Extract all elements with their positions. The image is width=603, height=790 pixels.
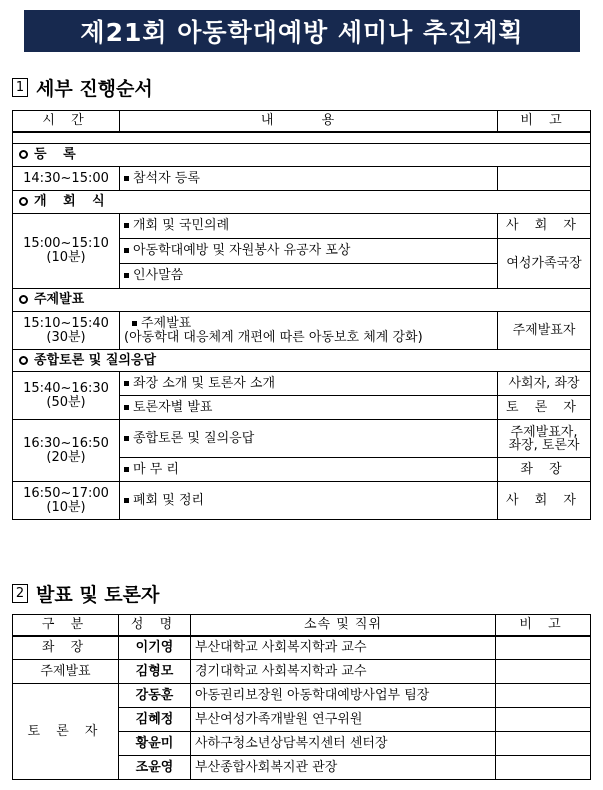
block-opening: 개 회 식 <box>13 191 591 214</box>
note-cell: 토 론 자 <box>498 396 591 420</box>
square-bullet-icon <box>124 405 129 410</box>
content-cell: 종합토론 및 질의응답 <box>120 420 498 458</box>
role-cell: 주제발표 <box>13 660 119 684</box>
header-name: 성 명 <box>119 615 191 636</box>
note-cell <box>496 660 591 684</box>
spacer-row <box>13 132 591 144</box>
content-cell: 마 무 리 <box>120 458 498 482</box>
note-cell: 사회자, 좌장 <box>498 372 591 396</box>
content-cell: 주제발표 (아동학대 대응체계 개편에 따른 아동보호 체계 강화) <box>120 312 498 350</box>
square-bullet-icon <box>132 321 137 326</box>
org-cell: 부산종합사회복지관 관장 <box>191 756 496 780</box>
square-bullet-icon <box>124 273 129 278</box>
person-name: 이기영 <box>119 636 191 660</box>
schedule-row <box>13 214 591 239</box>
note-cell <box>496 684 591 708</box>
panel-row <box>13 636 591 660</box>
square-bullet-icon <box>124 176 129 181</box>
panel-header-row <box>13 615 591 636</box>
schedule-table <box>12 110 591 520</box>
content-cell: 좌장 소개 및 토론자 소개 <box>120 372 498 396</box>
note-cell: 여성가족국장 <box>498 239 591 289</box>
note-cell: 사 회 자 <box>498 214 591 239</box>
square-bullet-icon <box>124 436 129 441</box>
person-name: 김형모 <box>119 660 191 684</box>
section1-heading <box>12 74 153 101</box>
header-content: 내 용 <box>120 111 498 132</box>
content-cell: 토론자별 발표 <box>120 396 498 420</box>
section2-title: 발표 및 토론자 <box>36 584 160 606</box>
note-cell: 주제발표자, 좌장, 토론자 <box>498 420 591 458</box>
page-title: 제21회 아동학대예방 세미나 추진계획 <box>24 10 580 52</box>
person-name: 조윤영 <box>119 756 191 780</box>
note-cell <box>496 756 591 780</box>
content-cell: 아동학대예방 및 자원봉사 유공자 포상 <box>120 239 498 264</box>
person-name: 강동훈 <box>119 684 191 708</box>
circle-bullet-icon <box>19 356 28 365</box>
header-time: 시 간 <box>13 111 120 132</box>
section2-number: 2 <box>12 584 28 603</box>
panel-table <box>12 614 591 780</box>
schedule-row <box>13 372 591 396</box>
time-cell: 16:50~17:00 (10분) <box>13 482 120 520</box>
note-cell <box>496 636 591 660</box>
schedule-row <box>13 312 591 350</box>
section2-heading <box>12 580 159 607</box>
panel-row <box>13 660 591 684</box>
header-note: 비 고 <box>498 111 591 132</box>
square-bullet-icon <box>124 467 129 472</box>
content-cell: 참석자 등록 <box>120 167 498 191</box>
content-cell: 개회 및 국민의례 <box>120 214 498 239</box>
header-note: 비 고 <box>496 615 591 636</box>
circle-bullet-icon <box>19 295 28 304</box>
square-bullet-icon <box>124 498 129 503</box>
role-cell: 토 론 자 <box>13 684 119 780</box>
section1-number: 1 <box>12 78 28 97</box>
schedule-row <box>13 167 591 191</box>
note-cell: 좌 장 <box>498 458 591 482</box>
circle-bullet-icon <box>19 197 28 206</box>
block-registration: 등 록 <box>13 144 591 167</box>
org-cell: 부산여성가족개발원 연구위원 <box>191 708 496 732</box>
time-cell: 15:40~16:30 (50분) <box>13 372 120 420</box>
note-cell: 주제발표자 <box>498 312 591 350</box>
circle-bullet-icon <box>19 150 28 159</box>
time-cell: 16:30~16:50 (20분) <box>13 420 120 482</box>
content-cell: 폐회 및 정리 <box>120 482 498 520</box>
role-cell: 좌 장 <box>13 636 119 660</box>
square-bullet-icon <box>124 248 129 253</box>
block-keynote: 주제발표 <box>13 289 591 312</box>
square-bullet-icon <box>124 381 129 386</box>
org-cell: 경기대학교 사회복지학과 교수 <box>191 660 496 684</box>
block-discussion: 종합토론 및 질의응답 <box>13 350 591 372</box>
square-bullet-icon <box>124 223 129 228</box>
note-cell <box>496 732 591 756</box>
header-org: 소속 및 직위 <box>191 615 496 636</box>
header-role: 구 분 <box>13 615 119 636</box>
person-name: 김혜정 <box>119 708 191 732</box>
schedule-row <box>13 482 591 520</box>
content-cell: 인사말씀 <box>120 264 498 289</box>
org-cell: 부산대학교 사회복지학과 교수 <box>191 636 496 660</box>
schedule-row <box>13 420 591 458</box>
org-cell: 아동권리보장원 아동학대예방사업부 팀장 <box>191 684 496 708</box>
org-cell: 사하구청소년상담복지센터 센터장 <box>191 732 496 756</box>
person-name: 황윤미 <box>119 732 191 756</box>
note-cell: 사 회 자 <box>498 482 591 520</box>
panel-row <box>13 684 591 708</box>
time-cell: 14:30~15:00 <box>13 167 120 191</box>
schedule-header-row <box>13 111 591 132</box>
time-cell: 15:00~15:10 (10분) <box>13 214 120 289</box>
time-cell: 15:10~15:40 (30분) <box>13 312 120 350</box>
note-cell <box>498 167 591 191</box>
section1-title: 세부 진행순서 <box>36 78 153 100</box>
note-cell <box>496 708 591 732</box>
